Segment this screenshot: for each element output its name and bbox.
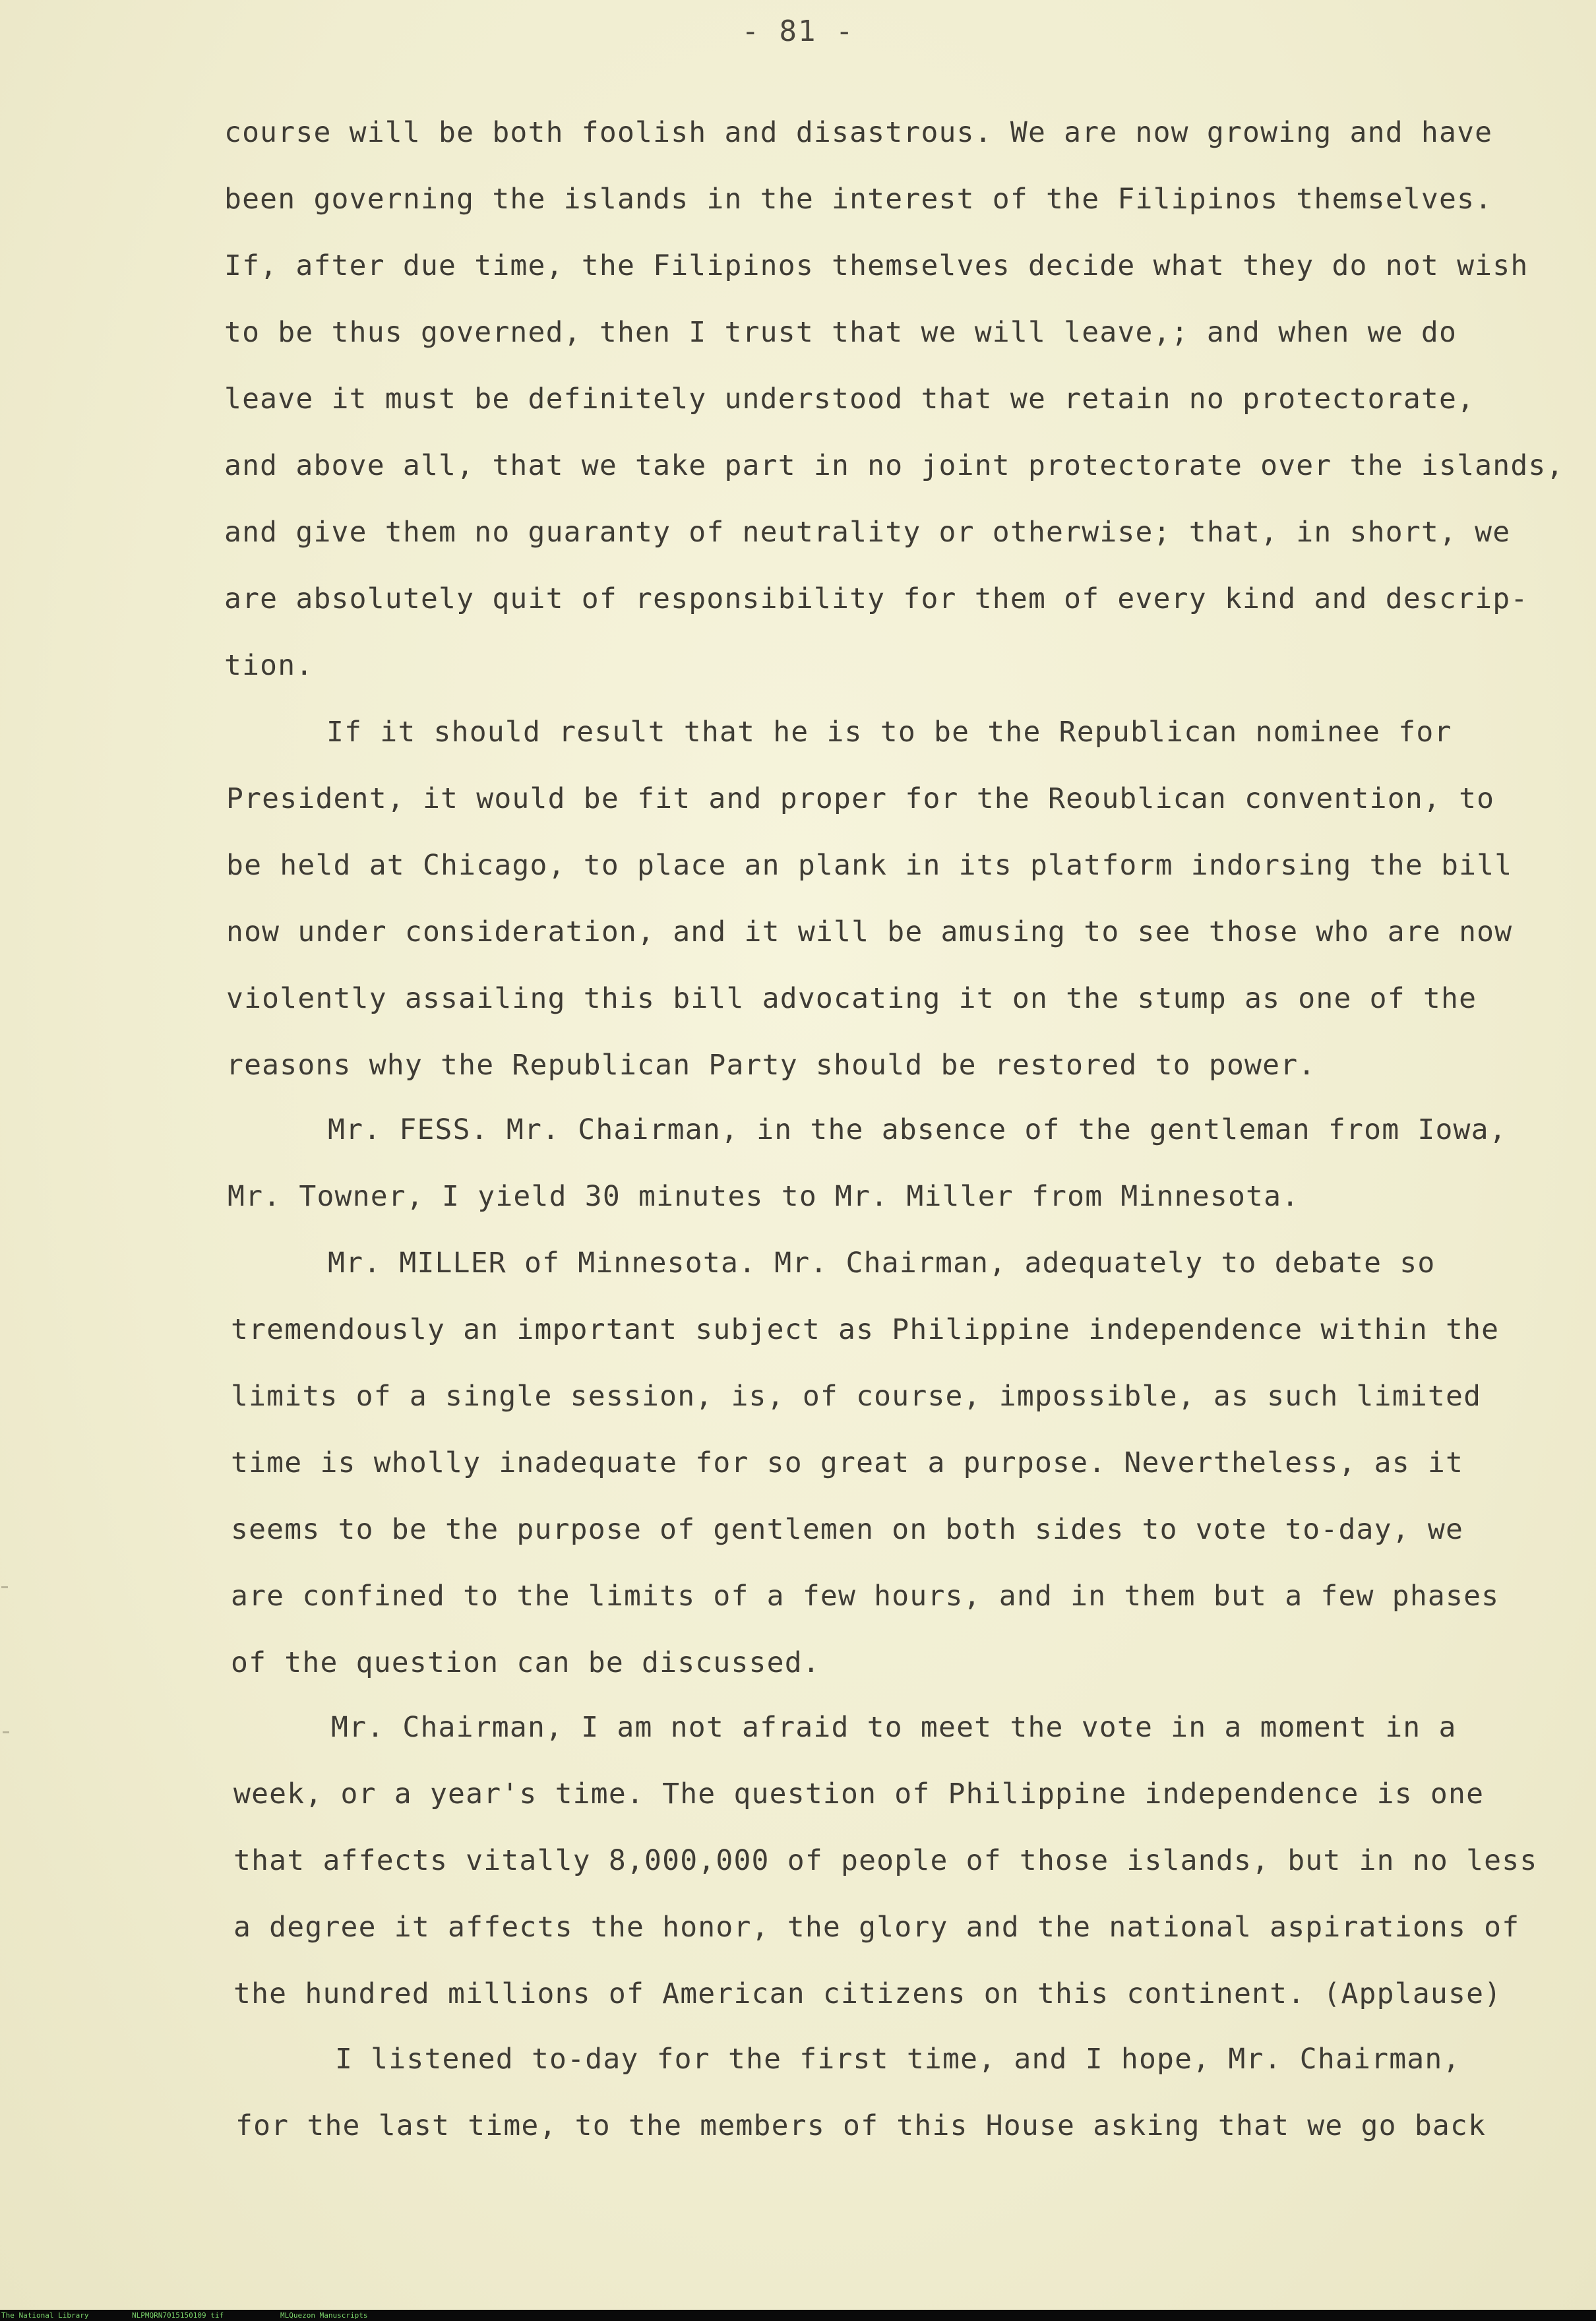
text-line: I listened to-day for the first time, and I hope, Mr. Chairman,	[335, 2043, 1461, 2076]
text-line: Mr. MILLER of Minnesota. Mr. Chairman, adequately to debate so	[328, 1247, 1436, 1280]
text-line: tremendously an important subject as Philippine independence within the	[231, 1313, 1500, 1346]
text-line: Mr. FESS. Mr. Chairman, in the absence of the gentleman from Iowa,	[328, 1113, 1507, 1146]
paper-mark	[3, 1731, 9, 1733]
footer-file: NLPMQRN7015150109 tif	[132, 2311, 224, 2320]
text-line: limits of a single session, is, of course, impossible, as such limited	[231, 1380, 1482, 1413]
text-line: week, or a year's time. The question of Philippine independence is one	[233, 1778, 1485, 1810]
text-line: violently assailing this bill advocating it on the stump as one of the	[226, 982, 1477, 1015]
paper-mark	[1, 1586, 8, 1588]
text-line: and above all, that we take part in no joint protectorate over the islands,	[224, 449, 1564, 482]
footer-library: The National Library	[1, 2311, 89, 2320]
text-line: been governing the islands in the interest of the Filipinos themselves.	[224, 183, 1493, 216]
text-line: and give them no guaranty of neutrality or otherwise; that, in short, we	[224, 516, 1511, 549]
text-line: the hundred millions of American citizens on this continent. (Applause)	[233, 1977, 1502, 2010]
text-line: tion.	[224, 649, 314, 682]
scan-footer	[0, 2310, 1596, 2321]
text-line: be held at Chicago, to place an plank in its platform indorsing the bill	[226, 849, 1513, 882]
text-line: President, it would be fit and proper for the Reoublican convention, to	[226, 782, 1495, 815]
text-line: Mr. Chairman, I am not afraid to meet the vote in a moment in a	[331, 1711, 1457, 1744]
text-line: seems to be the purpose of gentlemen on both sides to vote to-day, we	[231, 1513, 1464, 1546]
page-number: - 81 -	[741, 15, 855, 48]
text-line: that affects vitally 8,000,000 of people of those islands, but in no less	[233, 1844, 1538, 1877]
text-line: time is wholly inadequate for so great a purpose. Nevertheless, as it	[231, 1446, 1464, 1479]
text-line: of the question can be discussed.	[231, 1646, 820, 1679]
text-line: If it should result that he is to be the Republican nominee for	[326, 716, 1452, 749]
footer-collection: MLQuezon Manuscripts	[280, 2311, 368, 2320]
text-line: reasons why the Republican Party should be restored to power.	[226, 1049, 1316, 1082]
text-line: leave it must be definitely understood that we retain no protectorate,	[224, 383, 1475, 416]
text-line: are confined to the limits of a few hours, and in them but a few phases	[231, 1580, 1500, 1613]
text-line: for the last time, to the members of this House asking that we go back	[235, 2109, 1487, 2142]
text-line: Mr. Towner, I yield 30 minutes to Mr. Miller from Minnesota.	[228, 1180, 1300, 1213]
text-line: now under consideration, and it will be amusing to see those who are now	[226, 915, 1513, 948]
text-line: are absolutely quit of responsibility for them of every kind and descrip-	[224, 582, 1529, 615]
text-line: a degree it affects the honor, the glory and the national aspirations of	[233, 1911, 1520, 1944]
text-line: to be thus governed, then I trust that we will leave,; and when we do	[224, 316, 1458, 349]
text-line: If, after due time, the Filipinos themselves decide what they do not wish	[224, 249, 1529, 282]
text-line: course will be both foolish and disastrous. We are now growing and have	[224, 116, 1493, 149]
